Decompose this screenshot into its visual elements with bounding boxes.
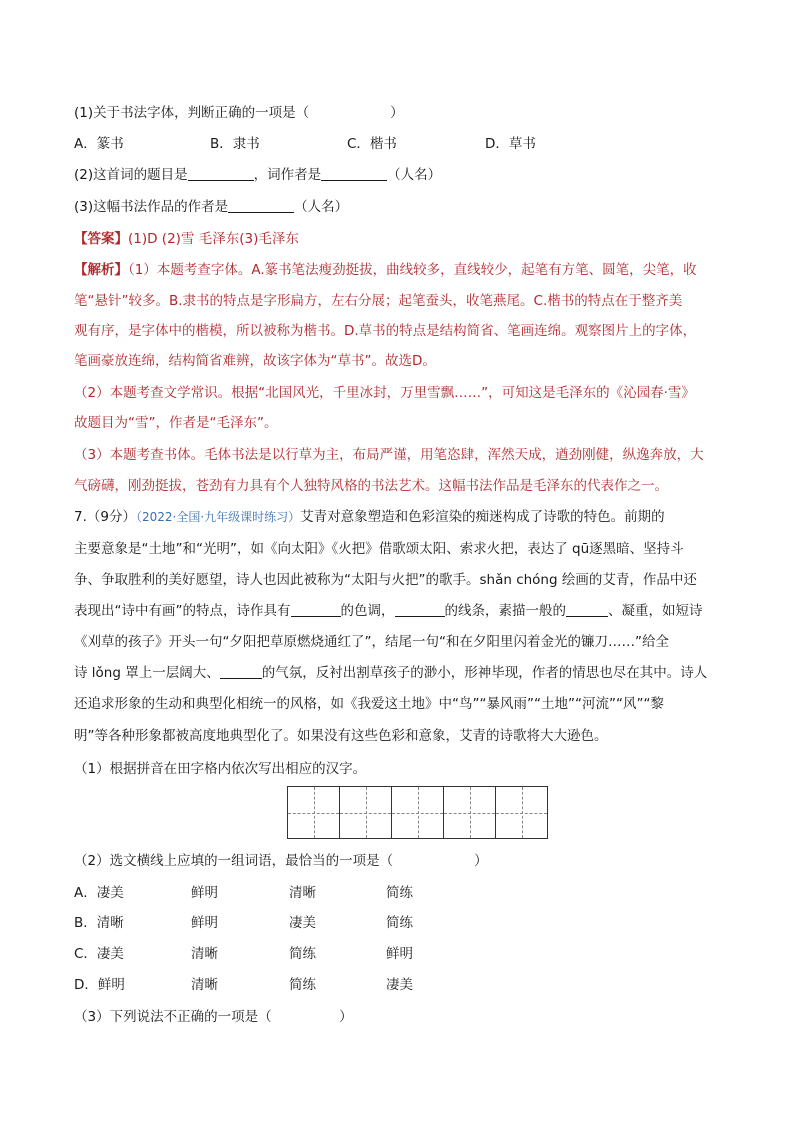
q6-option-b: B．隶书 (210, 136, 260, 152)
q7-blank-3[interactable] (566, 603, 608, 617)
q7-stem-line-3: 争、争取胜利的美好愿望，诗人也因此被称为“太阳与火把”的歌手。shǎn chóng 绘画的艾青，作品中还 (74, 572, 697, 588)
analysis-line-1 (74, 261, 722, 279)
q6-sub2-text-a: (2)这首词的题目是 (74, 167, 188, 183)
q7-blank-2[interactable] (395, 603, 445, 617)
q7-stem-4c: 的线条，素描一般的 (444, 603, 566, 619)
q7-option-b-w4: 简练 (386, 915, 413, 931)
q7-option-b-w2: 鲜明 (191, 915, 218, 931)
analysis-line-5: （2）本题考查文学常识。根据“北国风光，千里冰封，万里雪飘……”，可知这是毛泽东的《沁园春·雪》 (74, 385, 695, 401)
answer-label: 【答案】 (74, 231, 128, 247)
analysis-line-3: 观有序，是字体中的楷模，所以被称为楷书。D.草书的特点是结构简省、笔画连绵。观察图片上的字体， (74, 323, 697, 339)
q6-answer (74, 230, 722, 248)
q6-option-d: D．草书 (485, 136, 536, 152)
q7-stem-4a: 表现出“诗中有画”的特点，诗作具有 (74, 603, 291, 619)
q7-number: 7.（9分） (74, 509, 136, 525)
answer-text: (1)D (2)雪 毛泽东(3)毛泽东 (128, 231, 299, 247)
q7-stem-line-8: 明”等各种形象都被高度地典型化了。如果没有这些色彩和意象，艾青的诗歌将大大逊色。 (74, 728, 608, 744)
q7-stem-first: 艾青对意象塑造和色彩渲染的痴迷构成了诗歌的特色。前期的 (300, 509, 665, 525)
tianzige-cell-1[interactable] (287, 786, 340, 839)
q7-blank-4[interactable] (220, 665, 262, 679)
q7-source: （2022·全国·九年级课时练习） (135, 510, 301, 524)
q7-option-d-w4: 凄美 (386, 977, 413, 993)
q6-sub3-text-a: (3)这幅书法作品的作者是 (74, 199, 229, 215)
q6-sub2-blank-author[interactable] (321, 167, 387, 181)
q7-stem-line-7: 还追求形象的生动和典型化相统一的风格，如《我爱这土地》中“鸟”“暴风雨”“土地”“河流”“风”“黎 (74, 696, 664, 712)
q6-sub2 (74, 166, 722, 184)
q7-option-c-w4: 鲜明 (386, 946, 413, 962)
q6-sub2-blank-title[interactable] (188, 167, 254, 181)
q7-option-b-w3: 凄美 (289, 915, 316, 931)
q6-sub3 (74, 198, 722, 216)
analysis-line-8: 气磅礴，刚劲挺拔，苍劲有力具有个人独特风格的书法艺术。这幅书法作品是毛泽东的代表作之一。 (74, 478, 668, 494)
q7-option-c-w1: C．凄美 (74, 946, 124, 962)
analysis-text: （1）本题考查字体。A.篆书笔法瘦劲挺拔，曲线较多，直线较少，起笔有方笔、圆笔，尖笔，收 (128, 262, 697, 278)
tianzige-cell-4[interactable] (443, 786, 496, 839)
q7-option-d-w3: 简练 (289, 977, 316, 993)
q7-stem-line-2: 主要意象是“土地”和“光明”，如《向太阳》《火把》借歌颂太阳、索求火把，表达了 qū逐黑暗、坚持斗 (74, 541, 684, 557)
q7-stem-4b: 的色调， (340, 603, 395, 619)
q6-sub2-text-c: （人名） (387, 167, 442, 183)
q7-option-a-w2: 鲜明 (191, 885, 218, 901)
q7-option-a-w1: A．凄美 (74, 885, 124, 901)
q7-sub2: （2）选文横线上应填的一组词语，最恰当的一项是（ ） (74, 853, 488, 869)
analysis-label: 【解析】 (74, 262, 128, 278)
analysis-line-4: 笔画豪放连绵，结构简省难辨，故该字体为“草书”。故选D。 (74, 353, 436, 369)
tianzige-grid (287, 786, 547, 839)
analysis-line-2: 笔“悬针”较多。B.隶书的特点是字形扁方，左右分展；起笔蚕头，收笔燕尾。C.楷书的特点在于整齐美 (74, 293, 683, 309)
q7-option-c-w3: 简练 (289, 946, 316, 962)
q6-option-c: C．楷书 (347, 136, 397, 152)
analysis-line-7: （3）本题考查书体。毛体书法是以行草为主，布局严谨，用笔恣肆，浑然天成，遒劲刚健，纵逸奔放，大 (74, 447, 704, 463)
q7-option-c-w2: 清晰 (191, 946, 218, 962)
q7-stem-line-4 (74, 602, 722, 620)
tianzige-cell-5[interactable] (495, 786, 548, 839)
q7-option-a-w4: 简练 (386, 885, 413, 901)
q6-sub3-text-b: （人名） (294, 199, 349, 215)
q7-stem-6a: 诗 lǒng 罩上一层阔大、 (74, 665, 220, 681)
tianzige-cell-3[interactable] (391, 786, 444, 839)
q6-option-a: A．篆书 (74, 136, 124, 152)
q7-stem-line-1 (74, 508, 722, 526)
q7-option-a-w3: 清晰 (289, 885, 316, 901)
q7-option-d-w2: 清晰 (191, 977, 218, 993)
tianzige-cell-2[interactable] (339, 786, 392, 839)
q6-sub3-blank[interactable] (228, 199, 294, 213)
q7-option-d-w1: D．鲜明 (74, 977, 125, 993)
q7-sub1: （1）根据拼音在田字格内依次写出相应的汉字。 (74, 761, 367, 777)
q6-sub1: (1)关于书法字体，判断正确的一项是（ ） (74, 105, 404, 121)
q7-sub3: （3）下列说法不正确的一项是（ ） (74, 1009, 353, 1025)
q7-stem-line-5: 《刈草的孩子》开头一句“夕阳把草原燃烧通红了”，结尾一句“和在夕阳里闪着金光的镰刀……”给全 (74, 634, 669, 650)
q7-blank-1[interactable] (291, 603, 341, 617)
q7-stem-4d: 、凝重，如短诗 (608, 603, 703, 619)
q7-stem-line-6 (74, 664, 722, 682)
q6-sub2-text-b: ，词作者是 (253, 167, 322, 183)
q7-option-b-w1: B．清晰 (74, 915, 124, 931)
analysis-line-6: 故题目为“雪”，作者是“毛泽东”。 (74, 415, 278, 431)
q7-stem-6b: 的气氛，反衬出割草孩子的渺小，形神毕现，作者的情思也尽在其中。诗人 (261, 665, 708, 681)
